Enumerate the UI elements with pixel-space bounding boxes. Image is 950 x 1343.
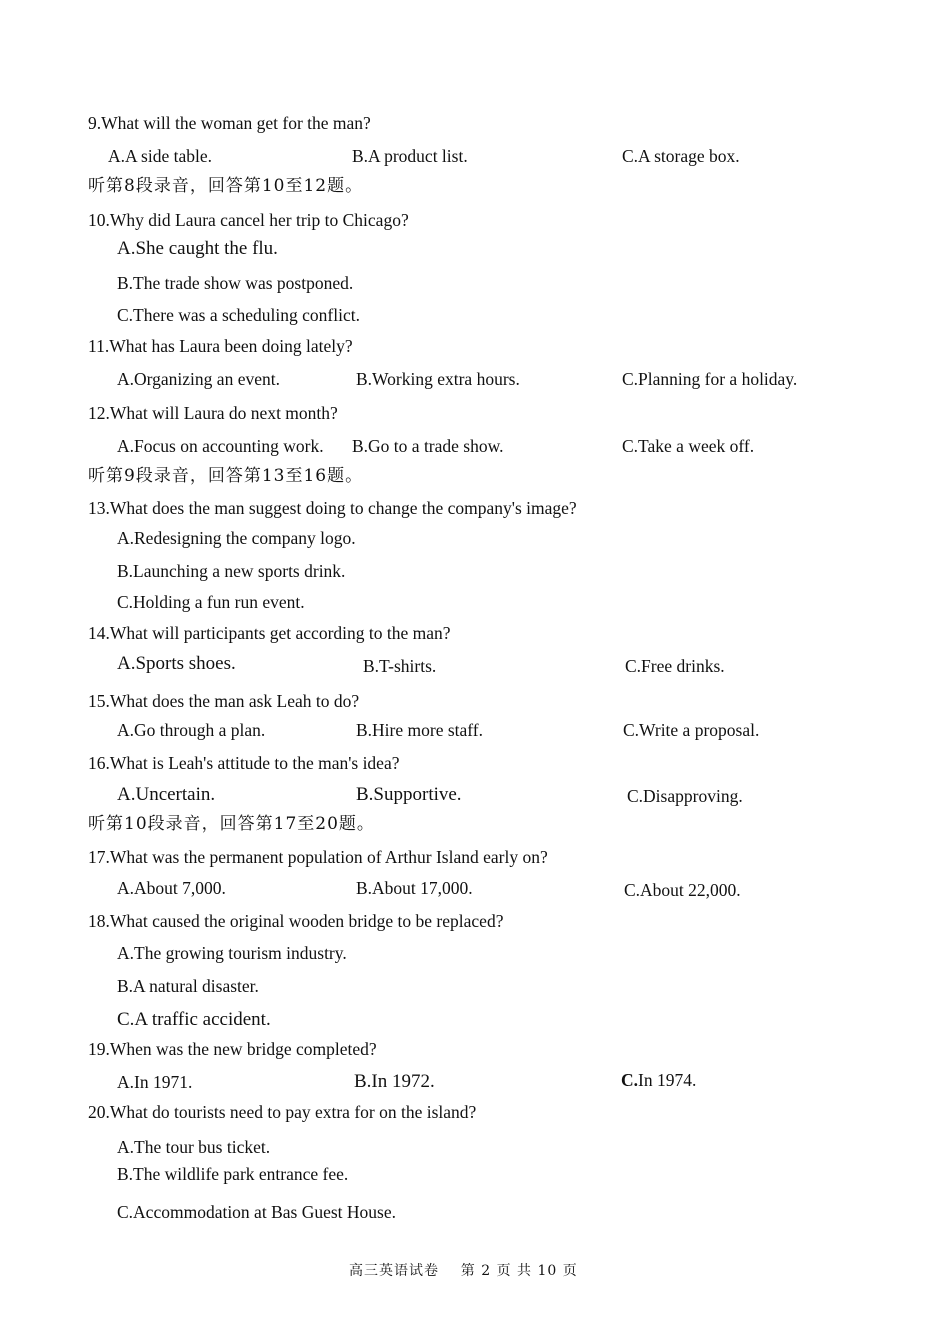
question-18-option-a: A.The growing tourism industry. bbox=[117, 943, 347, 963]
question-17-option-c: C.About 22,000. bbox=[624, 880, 741, 900]
question-19-stem: 19.When was the new bridge completed? bbox=[88, 1039, 377, 1059]
question-15-stem: 15.What does the man ask Leah to do? bbox=[88, 691, 360, 711]
question-14-option-c: C.Free drinks. bbox=[625, 656, 725, 676]
question-13-stem: 13.What does the man suggest doing to change the company's image? bbox=[88, 498, 577, 518]
question-16-option-b: B.Supportive. bbox=[356, 784, 462, 805]
question-12-option-c: C.Take a week off. bbox=[622, 436, 755, 456]
question-18-option-b: B.A natural disaster. bbox=[117, 976, 259, 996]
question-19-option-b: B.In 1972. bbox=[354, 1071, 435, 1092]
question-20-option-b: B.The wildlife park entrance fee. bbox=[117, 1164, 349, 1184]
question-9-stem: 9.What will the woman get for the man? bbox=[88, 113, 371, 133]
question-16-option-a: A.Uncertain. bbox=[117, 784, 216, 805]
question-17-option-a: A.About 7,000. bbox=[117, 878, 226, 898]
question-14-stem: 14.What will participants get according to the man? bbox=[88, 623, 451, 643]
question-16-option-c: C.Disapproving. bbox=[627, 786, 743, 806]
question-10-option-c: C.There was a scheduling conflict. bbox=[117, 305, 360, 325]
question-19-option-a: A.In 1971. bbox=[117, 1072, 193, 1092]
question-20-stem: 20.What do tourists need to pay extra for on the island? bbox=[88, 1102, 477, 1122]
question-12-stem: 12.What will Laura do next month? bbox=[88, 403, 338, 423]
question-10-option-b: B.The trade show was postponed. bbox=[117, 273, 354, 293]
question-9-option-a: A.A side table. bbox=[108, 146, 213, 166]
question-19-option-c-text: In 1974. bbox=[638, 1070, 697, 1090]
question-15-option-b: B.Hire more staff. bbox=[356, 720, 484, 740]
question-10-option-a: A.She caught the flu. bbox=[117, 238, 278, 259]
question-18-stem: 18.What caused the original wooden bridge to be replaced? bbox=[88, 911, 504, 931]
question-11-option-b: B.Working extra hours. bbox=[356, 369, 520, 389]
question-17-stem: 17.What was the permanent population of Arthur Island early on? bbox=[88, 847, 548, 867]
question-13-option-c: C.Holding a fun run event. bbox=[117, 592, 305, 612]
question-14-option-b: B.T-shirts. bbox=[363, 656, 437, 676]
page-footer: 高三英语试卷 第 2 页 共 10 页 bbox=[349, 1263, 578, 1279]
question-13-option-a: A.Redesigning the company logo. bbox=[117, 528, 356, 548]
question-13-option-b: B.Launching a new sports drink. bbox=[117, 561, 346, 581]
question-11-option-c: C.Planning for a holiday. bbox=[622, 369, 798, 389]
question-15-option-a: A.Go through a plan. bbox=[117, 720, 266, 740]
question-16-stem: 16.What is Leah's attitude to the man's idea? bbox=[88, 753, 400, 773]
section-10-instruction: 听第10段录音，回答第17至20题。 bbox=[88, 814, 375, 834]
question-11-option-a: A.Organizing an event. bbox=[117, 369, 280, 389]
question-14-option-a: A.Sports shoes. bbox=[117, 653, 236, 674]
question-11-stem: 11.What has Laura been doing lately? bbox=[88, 336, 353, 356]
question-20-option-c: C.Accommodation at Bas Guest House. bbox=[117, 1202, 396, 1222]
section-9-instruction: 听第9段录音，回答第13至16题。 bbox=[88, 466, 364, 486]
question-15-option-c: C.Write a proposal. bbox=[623, 720, 760, 740]
question-19-option-c-letter: C. bbox=[621, 1070, 639, 1090]
question-19-option-c bbox=[621, 1069, 696, 1091]
question-9-option-c: C.A storage box. bbox=[622, 146, 740, 166]
question-9-option-b: B.A product list. bbox=[352, 146, 468, 166]
section-8-instruction: 听第8段录音，回答第10至12题。 bbox=[88, 176, 364, 196]
question-18-option-c: C.A traffic accident. bbox=[117, 1009, 271, 1030]
question-20-option-a: A.The tour bus ticket. bbox=[117, 1137, 271, 1157]
question-17-option-b: B.About 17,000. bbox=[356, 878, 473, 898]
question-12-option-b: B.Go to a trade show. bbox=[352, 436, 504, 456]
question-12-option-a: A.Focus on accounting work. bbox=[117, 436, 324, 456]
question-10-stem: 10.Why did Laura cancel her trip to Chicago? bbox=[88, 210, 409, 230]
